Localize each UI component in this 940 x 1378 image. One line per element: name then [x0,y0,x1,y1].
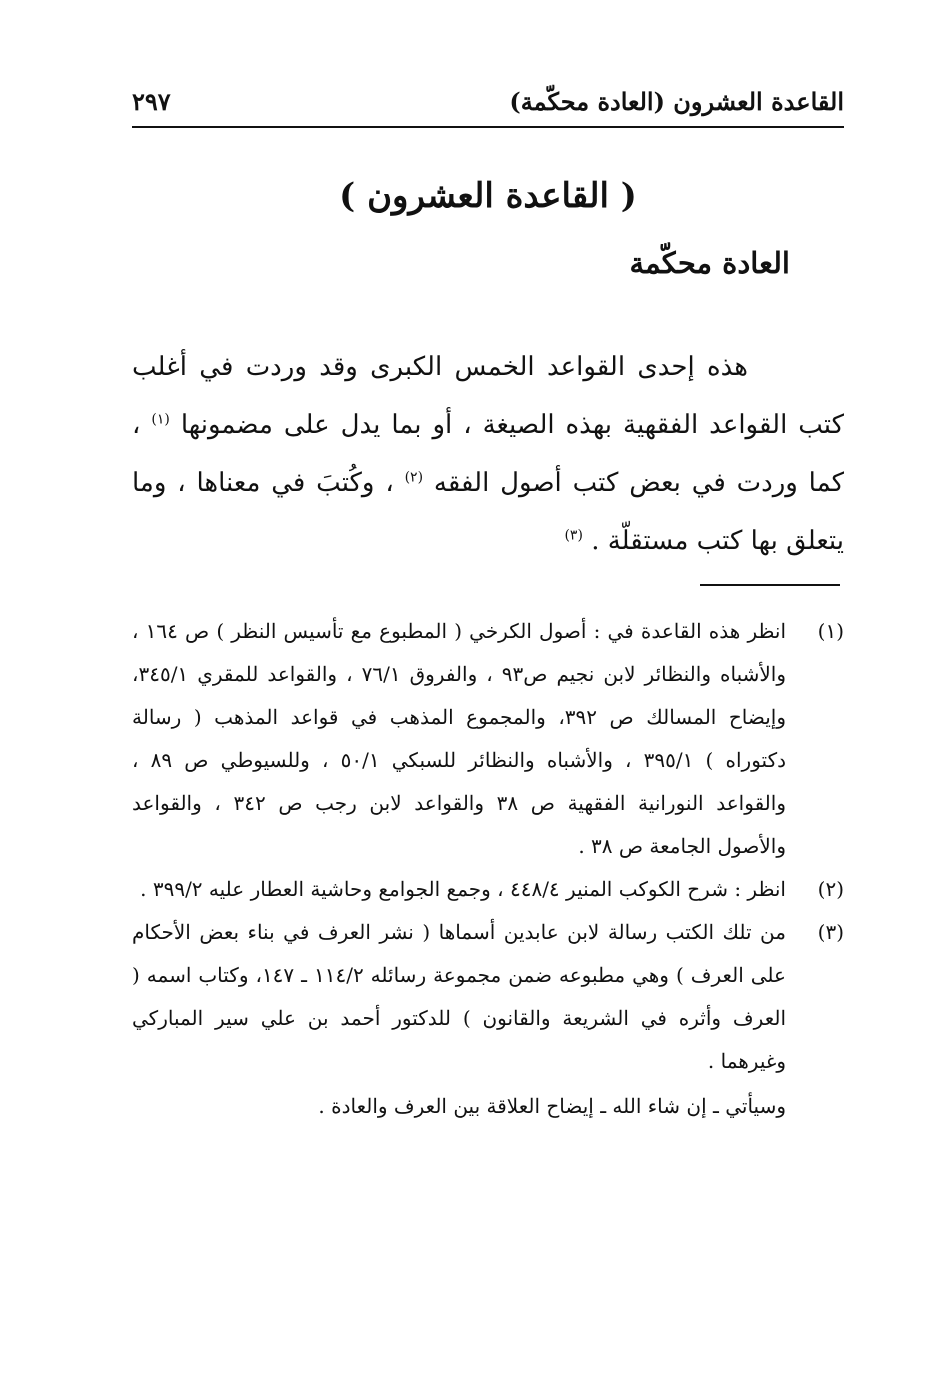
body-paragraph [132,338,844,570]
body-text-part-3: ، وكُتبَ في معناها ، وما يتعلق بها كتب مستقلّة . [132,468,844,556]
footnote-separator [700,584,840,586]
page-number: ٢٩٧ [132,87,171,116]
footnote-ref-3[interactable]: (٣) [564,527,583,544]
body-text-part-2: ، كما وردت في بعض كتب أصول الفقه [132,410,845,498]
rule-name: العادة محكّمة [629,246,790,280]
footnote-ref-2[interactable]: (٢) [404,469,424,486]
footnote-number: (٣) [817,920,844,944]
footnote-text: انظر : شرح الكوكب المنير ٤٤٨/٤ ، وجمع الجوامع وحاشية العطار عليه ٣٩٩/٢ . [140,877,786,901]
footnote-1 [132,610,844,868]
footnote-text: انظر هذه القاعدة في : أصول الكرخي ( المطبوع مع تأسيس النظر ) ص ١٦٤ ، والأشباه والنظائر لابن نجيم ص٩٣ ، والفروق ٧٦/١ ، والقواعد للمقري ٣٤٥/١، وإيضاح المسالك ص ٣٩٢، والمجموع المذهب في قواعد المذهب ( رسالة دكتوراه ) ٣٩٥/١ ، والأشباه والنظائر للسبكي ٥٠/١ ، وللسيوطي ص ٨٩ ، والقواعد النورانية الفقهية ص ٣٨ والقواعد لابن رجب ص ٣٤٢ ، والقواعد والأصول الجامعة ص ٣٨ . [132,619,787,858]
body-text-part-1: هذه إحدى القواعد الخمس الكبرى وقد وردت في أغلب كتب القواعد الفقهية بهذه الصيغة ، أو بما يدل على مضمونها [132,352,845,440]
footnote-number: (١) [817,619,844,643]
footnotes [132,610,844,1128]
footnote-2 [132,868,844,911]
chapter-title: ( القاعدة العشرون ) [339,176,637,216]
page-header [132,78,844,128]
closing-note: وسيأتي ـ إن شاء الله ـ إيضاح العلاقة بين العرف والعادة . [318,1094,786,1118]
footnote-ref-1[interactable]: (١) [151,411,170,428]
footnote-number: (٢) [817,877,844,901]
running-title: القاعدة العشرون (العادة محكّمة) [509,87,844,116]
footnote-3 [132,911,844,1083]
footnote-text: من تلك الكتب رسالة لابن عابدين أسماها ( نشر العرف في بناء بعض الأحكام على العرف ) وهي مطبوعه ضمن مجموعة رسائله ١١٤/٢ ـ ١٤٧، وكتاب اسمه ( العرف وأثره في الشريعة والقانون ) للدكتور أحمد بن علي سير المباركي وغيرهما . [132,920,786,1073]
